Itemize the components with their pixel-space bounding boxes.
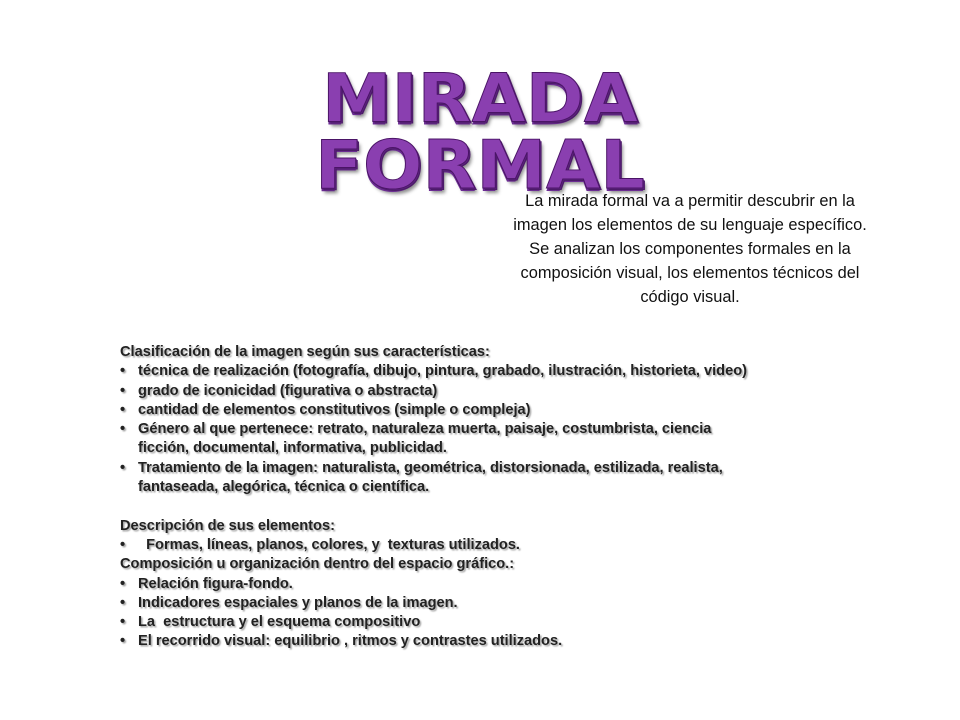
bullet-icon: • — [120, 575, 126, 592]
bullet-icon: • — [120, 382, 126, 399]
list-item — [120, 362, 810, 381]
bullet-icon: • — [120, 594, 126, 611]
list-item — [120, 594, 810, 613]
list-item — [120, 632, 810, 651]
bullet-icon: • — [120, 421, 126, 438]
list-item-text: Género al que pertenece: retrato, naturaleza muerta, paisaje, costumbrista, ciencia ficción, documental, informativa, publicidad. — [138, 421, 712, 457]
list-item-text: cantidad de elementos constitutivos (simple o compleja) — [138, 401, 531, 418]
list-item-text: técnica de realización (fotografía, dibujo, pintura, grabado, ilustración, historieta, video) — [138, 363, 747, 380]
list-item — [120, 382, 810, 401]
content-body — [120, 343, 810, 652]
bullet-icon: • — [120, 401, 126, 418]
list-item-text: grado de iconicidad (figurativa o abstracta) — [138, 382, 438, 399]
list-item — [120, 575, 810, 594]
bullet-icon: • — [120, 459, 126, 476]
section-heading-descripcion: Descripción de sus elementos: — [120, 517, 335, 534]
bullet-icon: • — [120, 536, 126, 553]
spacer — [120, 497, 810, 516]
list-item — [120, 613, 810, 632]
list-item-text: Tratamiento de la imagen: naturalista, geométrica, distorsionada, estilizada, realista, fantaseada, alegórica, técnica o científica. — [138, 459, 723, 496]
slide-title: MIRADA FORMAL — [315, 59, 645, 205]
list-item-text: Indicadores espaciales y planos de la imagen. — [138, 594, 458, 611]
list-item-text: Relación figura-fondo. — [138, 575, 293, 592]
bullet-icon: • — [120, 633, 126, 650]
list-item-text: La estructura y el esquema compositivo — [138, 614, 421, 631]
section-heading-composicion: Composición u organización dentro del espacio gráfico.: — [120, 556, 515, 573]
intro-paragraph: La mirada formal va a permitir descubrir en la imagen los elementos de su lenguaje específico. Se analizan los componentes formales en la composición visual, los elementos técnicos del código visual. — [513, 192, 867, 306]
bullet-icon: • — [120, 363, 126, 380]
list-item-text: Formas, líneas, planos, colores, y texturas utilizados. — [138, 536, 520, 553]
list-item — [120, 459, 810, 498]
list-item — [120, 420, 810, 459]
list-item — [120, 401, 810, 420]
section-heading-clasificacion: Clasificación de la imagen según sus características: — [120, 344, 490, 360]
list-item-text: El recorrido visual: equilibrio , ritmos y contrastes utilizados. — [138, 633, 563, 650]
list-item — [120, 536, 810, 555]
bullet-icon: • — [120, 614, 126, 631]
